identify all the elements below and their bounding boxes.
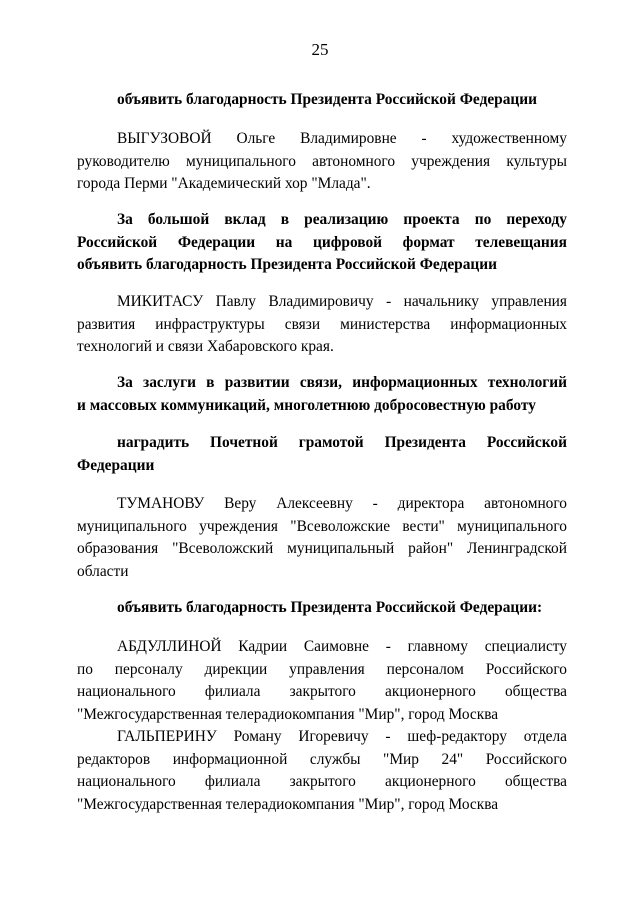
- text-line: Федерации: [77, 456, 155, 474]
- text-line: развития инфраструктуры связи министерства информационных: [77, 315, 567, 333]
- award-heading-gratitude-1: [77, 89, 567, 112]
- text-line: области: [77, 562, 129, 580]
- text-line: АБДУЛЛИНОЙ Кадрии Саимовне - главному специалисту: [117, 638, 567, 655]
- text-line: ТУМАНОВУ Веру Алексеевну - директора автономного: [117, 495, 567, 512]
- page-number: 25: [311, 40, 329, 59]
- text-line: технологий и связи Хабаровского края.: [77, 338, 334, 355]
- award-heading-digital-tv: [77, 209, 567, 277]
- text-line: наградить Почетной грамотой Президента Российской: [117, 434, 567, 451]
- text-line: и массовых коммуникаций, многолетнюю добросовестную работу: [77, 396, 536, 414]
- text-line: объявить благодарность Президента Российской Федерации: [117, 91, 538, 108]
- text-line: образования "Всеволожский муниципальный район" Ленинградской: [77, 540, 567, 557]
- text-line: национального филиала закрытого акционерного общества: [77, 773, 567, 790]
- recipient-tumanova: [77, 493, 567, 583]
- text-line: Российской Федерации на цифровой формат телевещания: [77, 233, 567, 251]
- award-heading-merits: [77, 372, 567, 417]
- text-line: ВЫГУЗОВОЙ Ольге Владимировне - художественному: [117, 130, 567, 147]
- text-line: "Межгосударственная телерадиокомпания "Мир", город Москва: [77, 705, 499, 723]
- recipient-mikitas: [77, 291, 567, 359]
- text-line: За заслуги в развитии связи, информационных технологий: [117, 374, 567, 391]
- text-line: объявить благодарность Президента Российской Федерации:: [117, 599, 543, 616]
- text-line: города Перми "Академический хор "Млада".: [77, 175, 371, 192]
- text-line: по персоналу дирекции управления персоналом Российского: [77, 660, 567, 678]
- recipient-abdullina: [77, 636, 567, 726]
- text-line: "Межгосударственная телерадиокомпания "Мир", город Москва: [77, 795, 499, 813]
- award-heading-certificate: [77, 432, 567, 477]
- text-line: национального филиала закрытого акционерного общества: [77, 683, 567, 700]
- text-line: руководителю муниципального автономного учреждения культуры: [77, 152, 567, 170]
- text-line: ГАЛЬПЕРИНУ Роману Игоревичу - шеф-редактору отдела: [117, 728, 567, 745]
- text-line: объявить благодарность Президента Российской Федерации: [77, 256, 498, 273]
- text-line: редакторов информационной службы "Мир 24" Российского: [77, 750, 567, 768]
- recipient-vyguzova: [77, 128, 567, 196]
- award-heading-gratitude-2: [77, 597, 567, 620]
- text-line: За большой вклад в реализацию проекта по переходу: [117, 211, 567, 228]
- recipient-galperin: [77, 726, 567, 816]
- text-line: МИКИТАСУ Павлу Владимировичу - начальнику управления: [117, 293, 567, 310]
- text-line: муниципального учреждения "Всеволожские вести" муниципального: [77, 517, 567, 535]
